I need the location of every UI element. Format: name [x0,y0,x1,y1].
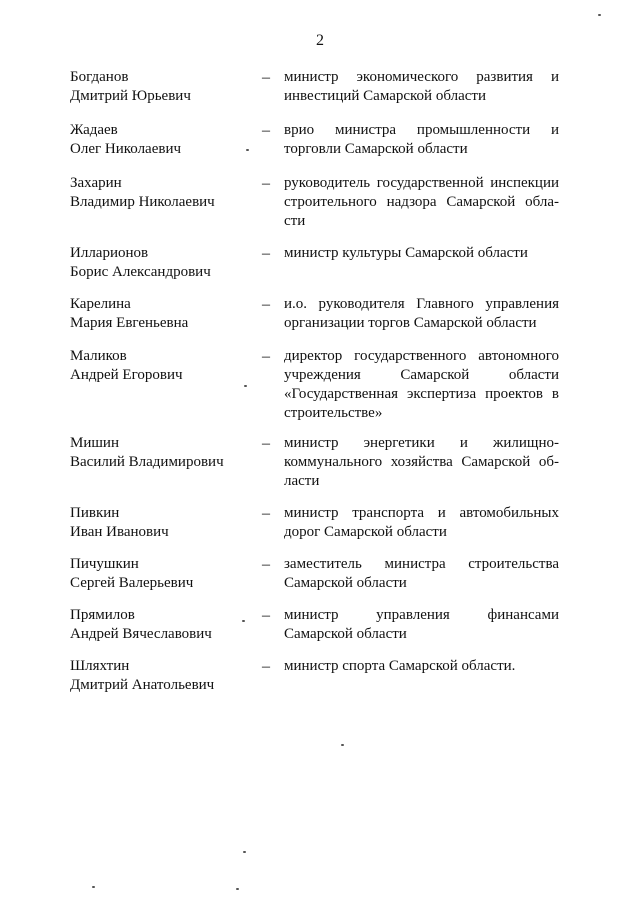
position-text: заместитель министра строительства Самарской области [284,556,559,591]
scan-speck [243,851,246,853]
position-text: директор государственного автономного учреждения Самарской области «Государственная экспертиза проектов в строительстве» [284,348,559,421]
dash: – [262,348,270,365]
person-name [70,504,255,542]
dash: – [262,505,270,522]
given-names: Сергей Валерьевич [70,575,194,591]
given-names: Борис Александрович [70,264,211,280]
scan-speck [598,14,601,16]
surname: Прямилов [70,607,135,623]
person-name [70,555,255,593]
given-names: Дмитрий Анатольевич [70,677,215,693]
person-name [70,657,255,695]
given-names: Василий Владимирович [70,454,224,470]
surname: Маликов [70,348,127,364]
person-name [70,174,255,212]
given-names: Иван Иванович [70,524,169,540]
dash: – [262,122,270,139]
given-names: Андрей Вячеславович [70,626,212,642]
dash: – [262,556,270,573]
person-name [70,295,255,333]
dash: – [262,69,270,86]
surname: Илларионов [70,245,149,261]
person-name [70,68,255,106]
person-name [70,606,255,644]
scan-speck [341,744,344,746]
scan-speck [236,888,239,890]
dash: – [262,435,270,452]
dash: – [262,607,270,624]
given-names: Владимир Николаевич [70,194,215,210]
position-text: министр культуры Самарской области [284,245,528,261]
person-name [70,121,255,159]
given-names: Андрей Егорович [70,367,183,383]
surname: Богданов [70,69,129,85]
position-text: министр энергетики и жилищно-коммунального хозяйства Самарской об-ласти [284,435,559,489]
dash: – [262,175,270,192]
given-names: Дмитрий Юрьевич [70,88,191,104]
person-name [70,244,255,282]
surname: Захарин [70,175,122,191]
person-name [70,434,255,472]
surname: Мишин [70,435,119,451]
position-text: министр экономического развития и инвестиций Самарской области [284,69,559,104]
scan-speck [244,385,247,387]
page-number: 2 [316,32,324,49]
scan-speck [246,149,249,151]
position-text: министр управления финансами Самарской области [284,607,559,642]
position-text: министр транспорта и автомобильных дорог Самарской области [284,505,559,540]
scan-speck [92,886,95,888]
dash: – [262,245,270,262]
person-name [70,347,255,385]
dash: – [262,296,270,313]
dash: – [262,658,270,675]
given-names: Олег Николаевич [70,141,182,157]
surname: Жадаев [70,122,118,138]
given-names: Мария Евгеньевна [70,315,189,331]
position-text: министр спорта Самарской области. [284,658,516,674]
scan-speck [242,620,245,622]
surname: Пичушкин [70,556,139,572]
surname: Шляхтин [70,658,130,674]
position-text: врио министра промышленности и торговли Самарской области [284,122,559,157]
surname: Карелина [70,296,131,312]
position-text: и.о. руководителя Главного управления организации торгов Самарской области [284,296,559,331]
position-text: руководитель государственной инспекции строительного надзора Самарской обла-сти [284,175,559,229]
surname: Пивкин [70,505,120,521]
